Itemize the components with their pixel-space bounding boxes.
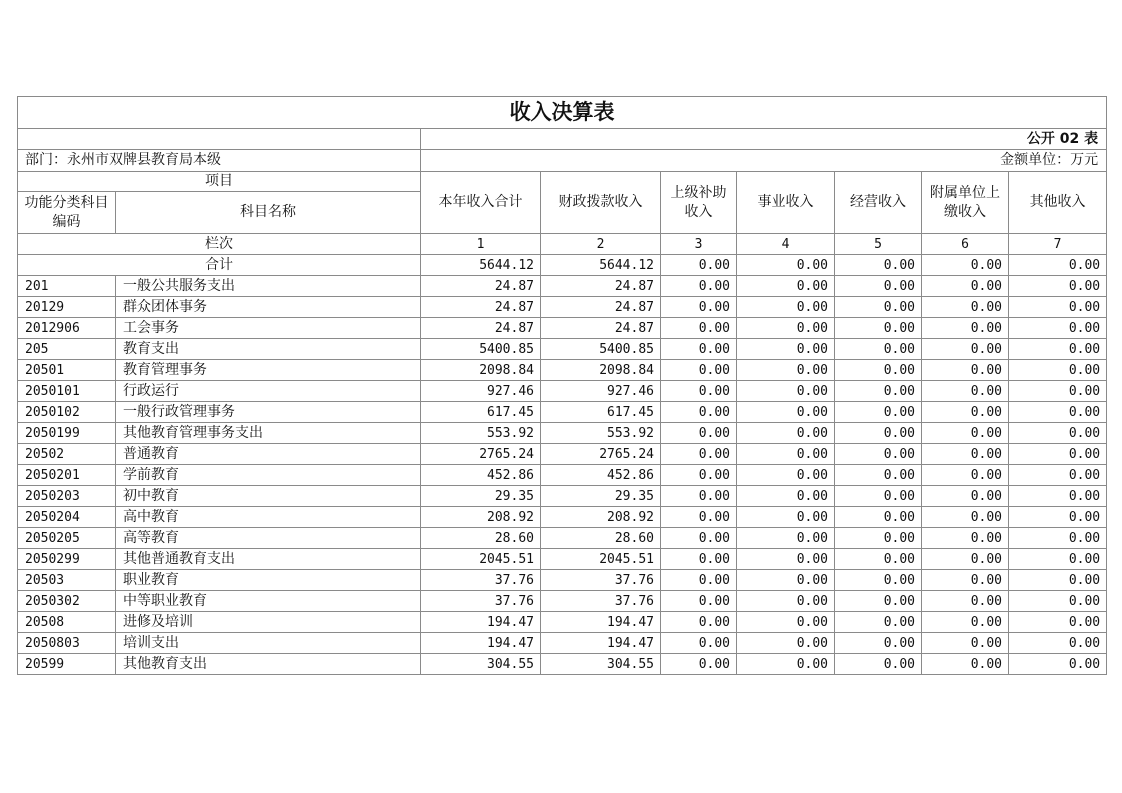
amount-cell: 0.00 <box>661 570 737 591</box>
subject-name-cell: 培训支出 <box>116 633 421 654</box>
table-row <box>18 591 1107 612</box>
subject-name-cell: 其他普通教育支出 <box>116 549 421 570</box>
table-row <box>18 570 1107 591</box>
total-value-cell: 0.00 <box>835 255 922 276</box>
amount-cell: 24.87 <box>421 318 541 339</box>
header-fiscal-allocation: 财政拨款收入 <box>541 172 661 234</box>
table-row <box>18 402 1107 423</box>
table-row <box>18 339 1107 360</box>
amount-cell: 0.00 <box>737 507 835 528</box>
amount-cell: 0.00 <box>737 381 835 402</box>
amount-cell: 0.00 <box>737 612 835 633</box>
subject-name-cell: 高等教育 <box>116 528 421 549</box>
column-index-cell: 2 <box>541 234 661 255</box>
subject-name-cell: 一般公共服务支出 <box>116 276 421 297</box>
func-code-cell: 205 <box>18 339 116 360</box>
amount-cell: 0.00 <box>835 381 922 402</box>
func-code-cell: 2050199 <box>18 423 116 444</box>
amount-cell: 0.00 <box>922 297 1009 318</box>
table-row <box>18 528 1107 549</box>
amount-cell: 0.00 <box>922 339 1009 360</box>
func-code-cell: 20599 <box>18 654 116 675</box>
func-code-cell: 2012906 <box>18 318 116 339</box>
amount-cell: 0.00 <box>922 318 1009 339</box>
amount-cell: 0.00 <box>1009 381 1107 402</box>
amount-cell: 0.00 <box>737 444 835 465</box>
amount-cell: 28.60 <box>421 528 541 549</box>
total-value-cell: 5644.12 <box>421 255 541 276</box>
amount-cell: 0.00 <box>661 444 737 465</box>
subject-name-cell: 初中教育 <box>116 486 421 507</box>
amount-cell: 29.35 <box>541 486 661 507</box>
table-row <box>18 297 1107 318</box>
amount-cell: 0.00 <box>737 633 835 654</box>
header-func-code: 功能分类科目编码 <box>18 192 116 234</box>
amount-cell: 0.00 <box>922 276 1009 297</box>
subject-name-cell: 职业教育 <box>116 570 421 591</box>
func-code-cell: 201 <box>18 276 116 297</box>
subject-name-cell: 工会事务 <box>116 318 421 339</box>
column-index-cell: 5 <box>835 234 922 255</box>
amount-cell: 927.46 <box>421 381 541 402</box>
column-index-cell: 4 <box>737 234 835 255</box>
amount-cell: 0.00 <box>922 528 1009 549</box>
amount-cell: 0.00 <box>922 507 1009 528</box>
subject-name-cell: 高中教育 <box>116 507 421 528</box>
func-code-cell: 2050201 <box>18 465 116 486</box>
func-code-cell: 2050102 <box>18 402 116 423</box>
table-row <box>18 444 1107 465</box>
total-value-cell: 0.00 <box>661 255 737 276</box>
table-row <box>18 486 1107 507</box>
amount-cell: 0.00 <box>737 360 835 381</box>
total-label: 合计 <box>18 255 421 276</box>
amount-cell: 0.00 <box>1009 654 1107 675</box>
table-row <box>18 633 1107 654</box>
table-row <box>18 549 1107 570</box>
amount-cell: 0.00 <box>661 549 737 570</box>
amount-cell: 0.00 <box>835 360 922 381</box>
total-value-cell: 0.00 <box>737 255 835 276</box>
amount-cell: 0.00 <box>737 570 835 591</box>
amount-cell: 0.00 <box>835 297 922 318</box>
amount-cell: 0.00 <box>922 465 1009 486</box>
page-title: 收入决算表 <box>18 97 1107 129</box>
amount-cell: 304.55 <box>541 654 661 675</box>
form-number: 公开 02 表 <box>421 129 1107 150</box>
header-operating-income: 经营收入 <box>835 172 922 234</box>
header-other-income: 其他收入 <box>1009 172 1107 234</box>
table-row <box>18 276 1107 297</box>
amount-cell: 0.00 <box>1009 423 1107 444</box>
amount-cell: 0.00 <box>661 612 737 633</box>
amount-cell: 0.00 <box>737 318 835 339</box>
amount-cell: 5400.85 <box>421 339 541 360</box>
amount-cell: 0.00 <box>661 339 737 360</box>
amount-cell: 194.47 <box>421 633 541 654</box>
subject-name-cell: 其他教育支出 <box>116 654 421 675</box>
amount-cell: 0.00 <box>737 486 835 507</box>
func-code-cell: 2050302 <box>18 591 116 612</box>
header-affiliated-income: 附属单位上缴收入 <box>922 172 1009 234</box>
amount-cell: 304.55 <box>421 654 541 675</box>
amount-cell: 28.60 <box>541 528 661 549</box>
func-code-cell: 2050101 <box>18 381 116 402</box>
subject-name-cell: 进修及培训 <box>116 612 421 633</box>
subject-name-cell: 一般行政管理事务 <box>116 402 421 423</box>
column-index-cell: 7 <box>1009 234 1107 255</box>
amount-cell: 0.00 <box>835 276 922 297</box>
subject-name-cell: 行政运行 <box>116 381 421 402</box>
amount-cell: 0.00 <box>1009 360 1107 381</box>
amount-cell: 2045.51 <box>421 549 541 570</box>
amount-cell: 0.00 <box>835 654 922 675</box>
department-label: 部门：永州市双牌县教育局本级 <box>18 150 421 172</box>
amount-cell: 0.00 <box>737 276 835 297</box>
amount-cell: 0.00 <box>835 465 922 486</box>
amount-cell: 0.00 <box>835 339 922 360</box>
amount-cell: 0.00 <box>922 612 1009 633</box>
amount-cell: 24.87 <box>541 297 661 318</box>
amount-cell: 0.00 <box>1009 507 1107 528</box>
table-row <box>18 360 1107 381</box>
amount-cell: 0.00 <box>1009 591 1107 612</box>
amount-cell: 0.00 <box>1009 318 1107 339</box>
amount-cell: 0.00 <box>661 654 737 675</box>
column-index-cell: 1 <box>421 234 541 255</box>
amount-cell: 0.00 <box>835 486 922 507</box>
amount-cell: 0.00 <box>922 591 1009 612</box>
total-value-cell: 5644.12 <box>541 255 661 276</box>
amount-cell: 0.00 <box>661 591 737 612</box>
subject-name-cell: 普通教育 <box>116 444 421 465</box>
amount-cell: 0.00 <box>1009 339 1107 360</box>
amount-cell: 2765.24 <box>421 444 541 465</box>
amount-cell: 2098.84 <box>421 360 541 381</box>
func-code-cell: 20129 <box>18 297 116 318</box>
amount-cell: 0.00 <box>1009 444 1107 465</box>
func-code-cell: 2050803 <box>18 633 116 654</box>
amount-cell: 0.00 <box>835 423 922 444</box>
header-business-income: 事业收入 <box>737 172 835 234</box>
func-code-cell: 20503 <box>18 570 116 591</box>
subject-name-cell: 学前教育 <box>116 465 421 486</box>
amount-cell: 452.86 <box>421 465 541 486</box>
amount-cell: 0.00 <box>1009 633 1107 654</box>
amount-cell: 0.00 <box>835 612 922 633</box>
amount-cell: 0.00 <box>1009 528 1107 549</box>
amount-cell: 0.00 <box>661 297 737 318</box>
subject-name-cell: 教育管理事务 <box>116 360 421 381</box>
amount-cell: 0.00 <box>1009 402 1107 423</box>
subject-name-cell: 其他教育管理事务支出 <box>116 423 421 444</box>
amount-cell: 2765.24 <box>541 444 661 465</box>
table-row <box>18 507 1107 528</box>
amount-cell: 553.92 <box>541 423 661 444</box>
amount-cell: 0.00 <box>737 654 835 675</box>
amount-cell: 0.00 <box>737 339 835 360</box>
form-number-spacer <box>18 129 421 150</box>
amount-cell: 0.00 <box>661 423 737 444</box>
amount-cell: 24.87 <box>541 276 661 297</box>
func-code-cell: 20508 <box>18 612 116 633</box>
amount-cell: 37.76 <box>541 591 661 612</box>
amount-cell: 194.47 <box>421 612 541 633</box>
amount-cell: 0.00 <box>1009 465 1107 486</box>
amount-cell: 0.00 <box>1009 276 1107 297</box>
amount-cell: 0.00 <box>835 444 922 465</box>
amount-cell: 0.00 <box>922 654 1009 675</box>
table-row <box>18 381 1107 402</box>
income-final-accounts-table <box>17 96 1107 675</box>
amount-cell: 0.00 <box>922 423 1009 444</box>
amount-cell: 0.00 <box>922 570 1009 591</box>
amount-cell: 0.00 <box>737 423 835 444</box>
amount-cell: 0.00 <box>661 465 737 486</box>
amount-cell: 37.76 <box>421 570 541 591</box>
amount-cell: 24.87 <box>421 297 541 318</box>
func-code-cell: 2050203 <box>18 486 116 507</box>
table-row <box>18 654 1107 675</box>
subject-name-cell: 教育支出 <box>116 339 421 360</box>
amount-cell: 0.00 <box>835 318 922 339</box>
subject-name-cell: 群众团体事务 <box>116 297 421 318</box>
amount-cell: 0.00 <box>661 381 737 402</box>
amount-cell: 0.00 <box>1009 570 1107 591</box>
amount-cell: 194.47 <box>541 612 661 633</box>
amount-cell: 0.00 <box>1009 612 1107 633</box>
amount-cell: 0.00 <box>737 402 835 423</box>
amount-cell: 0.00 <box>922 486 1009 507</box>
amount-cell: 0.00 <box>737 591 835 612</box>
func-code-cell: 2050299 <box>18 549 116 570</box>
header-total-income: 本年收入合计 <box>421 172 541 234</box>
amount-cell: 0.00 <box>835 507 922 528</box>
column-index-cell: 3 <box>661 234 737 255</box>
amount-cell: 927.46 <box>541 381 661 402</box>
amount-cell: 2045.51 <box>541 549 661 570</box>
func-code-cell: 2050204 <box>18 507 116 528</box>
amount-cell: 0.00 <box>1009 486 1107 507</box>
amount-cell: 0.00 <box>835 402 922 423</box>
total-value-cell: 0.00 <box>922 255 1009 276</box>
amount-cell: 0.00 <box>922 381 1009 402</box>
header-superior-subsidy: 上级补助收入 <box>661 172 737 234</box>
column-index-label: 栏次 <box>18 234 421 255</box>
amount-cell: 617.45 <box>421 402 541 423</box>
amount-cell: 0.00 <box>661 633 737 654</box>
amount-cell: 194.47 <box>541 633 661 654</box>
table-row <box>18 423 1107 444</box>
amount-cell: 0.00 <box>835 570 922 591</box>
header-project: 项目 <box>18 172 421 192</box>
amount-cell: 0.00 <box>1009 297 1107 318</box>
amount-cell: 24.87 <box>421 276 541 297</box>
amount-cell: 0.00 <box>661 528 737 549</box>
amount-cell: 24.87 <box>541 318 661 339</box>
amount-cell: 5400.85 <box>541 339 661 360</box>
amount-cell: 0.00 <box>661 360 737 381</box>
table-row <box>18 465 1107 486</box>
amount-unit-label: 金额单位：万元 <box>421 150 1107 172</box>
amount-cell: 0.00 <box>1009 549 1107 570</box>
amount-cell: 0.00 <box>922 402 1009 423</box>
amount-cell: 0.00 <box>661 486 737 507</box>
amount-cell: 0.00 <box>835 591 922 612</box>
amount-cell: 0.00 <box>661 276 737 297</box>
header-subject-name: 科目名称 <box>116 192 421 234</box>
amount-cell: 617.45 <box>541 402 661 423</box>
func-code-cell: 20502 <box>18 444 116 465</box>
amount-cell: 0.00 <box>661 507 737 528</box>
amount-cell: 0.00 <box>922 444 1009 465</box>
amount-cell: 0.00 <box>922 633 1009 654</box>
amount-cell: 452.86 <box>541 465 661 486</box>
amount-cell: 208.92 <box>541 507 661 528</box>
amount-cell: 29.35 <box>421 486 541 507</box>
amount-cell: 0.00 <box>737 528 835 549</box>
subject-name-cell: 中等职业教育 <box>116 591 421 612</box>
column-index-row <box>18 234 1107 255</box>
amount-cell: 0.00 <box>835 528 922 549</box>
total-row <box>18 255 1107 276</box>
amount-cell: 0.00 <box>835 633 922 654</box>
amount-cell: 208.92 <box>421 507 541 528</box>
func-code-cell: 20501 <box>18 360 116 381</box>
amount-cell: 553.92 <box>421 423 541 444</box>
amount-cell: 0.00 <box>922 549 1009 570</box>
total-value-cell: 0.00 <box>1009 255 1107 276</box>
amount-cell: 0.00 <box>922 360 1009 381</box>
amount-cell: 0.00 <box>661 402 737 423</box>
amount-cell: 0.00 <box>661 318 737 339</box>
amount-cell: 37.76 <box>421 591 541 612</box>
amount-cell: 0.00 <box>835 549 922 570</box>
func-code-cell: 2050205 <box>18 528 116 549</box>
amount-cell: 37.76 <box>541 570 661 591</box>
column-index-cell: 6 <box>922 234 1009 255</box>
amount-cell: 0.00 <box>737 549 835 570</box>
table-row <box>18 318 1107 339</box>
amount-cell: 2098.84 <box>541 360 661 381</box>
table-row <box>18 612 1107 633</box>
amount-cell: 0.00 <box>737 297 835 318</box>
amount-cell: 0.00 <box>737 465 835 486</box>
